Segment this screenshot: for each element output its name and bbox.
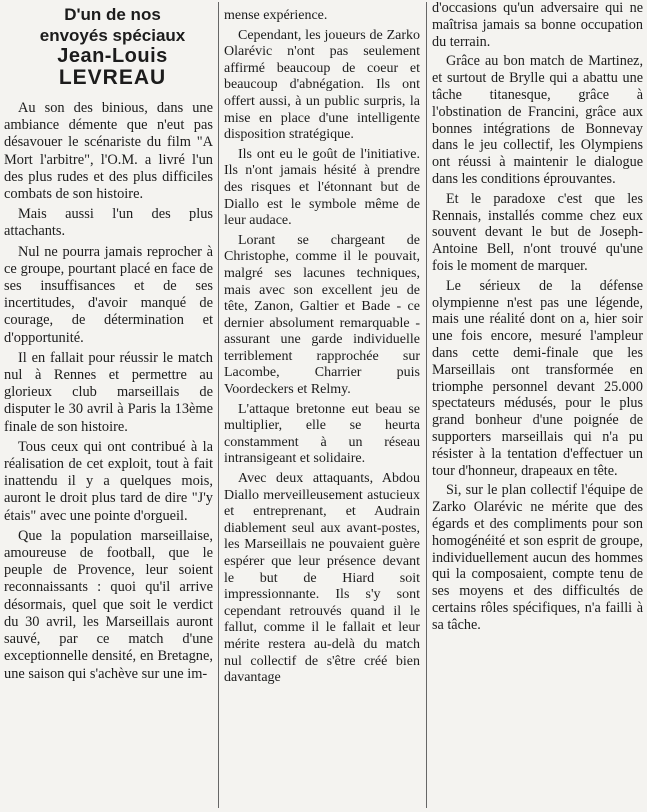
column-rule-1 (218, 2, 219, 808)
paragraph: Que la population marseillaise, amoureuse de football, que le peuple de Provence, leur soient reconnaissants : quoi qu'il arrive désormais, quel que soit le verdict du 30 avril, les Marseillais auront sauvé, par ce match d'une exceptionnelle densité, en Bretagne, une saison qui s'achève sur une im- (4, 527, 213, 682)
author-last-name: LEVREAU (58, 66, 167, 89)
paragraph: Cependant, les joueurs de Zarko Olarévic n'ont pas seulement affirmé beaucoup de coeur et beaucoup d'abnégation. Ils ont offert aussi, à un public surpris, la mise en place d'une intelligente disposition stratégique. (224, 27, 420, 143)
paragraph: Si, sur le plan collectif l'équipe de Zarko Olarévic ne mérite que des égards et des compliments pour son homogénéité et son esprit de groupe, individuellement aucun des hommes qui la composaient, compte tenu de ses moyens et des difficultés de certains rôles spécifiques, n'a failli à sa tâche. (432, 482, 643, 633)
article-column-2 (224, 0, 420, 812)
paragraph: Et le paradoxe c'est que les Rennais, installés comme chez eux souvent devant le but de Joseph-Antoine Bell, n'ont trouvé qu'une fois le moment de marquer. (432, 190, 643, 274)
paragraph: Il en fallait pour réussir le match nul à Rennes et permettre au glorieux club marseillais de disputer le 30 avril à Paris la 13ème finale de son histoire. (4, 349, 213, 435)
paragraph-continued: mense expérience. (224, 8, 328, 23)
paragraph: Tous ceux qui ont contribué à la réalisation de cet exploit, tout à fait inattendu il y a quelques mois, auront le droit plus tard de dire "J'y étais" avec une pointe d'orgueil. (4, 438, 213, 524)
article-column-3 (432, 0, 643, 812)
author-first-name: Jean-Louis (57, 45, 168, 67)
article-column-1 (4, 0, 213, 812)
paragraph: Avec deux attaquants, Abdou Diallo merveilleusement astucieux et entreprenant, et Audrain diablement seul aux avant-postes, les Marseillais ne pouvaient guère espérer que leur présence devant le but de Hiard soit impressionnante. Ils s'y sont cependant retrouvés quand il le fallut, comme il le fallait et leur mérite restera au-delà du match nul collectif de s'être créé bien davantage (224, 471, 420, 686)
paragraph-continued: d'occasions qu'un adversaire qui ne maîtrisa jamais sa bonne occupation du terrain. (432, 0, 643, 50)
paragraph: Nul ne pourra jamais reprocher à ce groupe, pourtant placé en face de ses insuffisances et de ses incertitudes, d'avoir manqué de courage, de détermination et d'opportunité. (4, 243, 213, 346)
article-header (4, 4, 213, 88)
paragraph: L'attaque bretonne eut beau se multiplier, elle se heurta constamment à un réseau intransigeant et solidaire. (224, 401, 420, 467)
paragraph: Grâce au bon match de Martinez, et surtout de Brylle qui a abattu une tâche titanesque, grâce à l'obstination de Francini, grâce aux bonnes intégrations de Bonnevay dans le jeu collectif, les Olympiens ont réussi à maintenir le dialogue dans les conditions éprouvantes. (432, 53, 643, 187)
paragraph: Le sérieux de la défense olympienne n'est pas une légende, mais une réalité dont on a, hier soir une fois encore, mesuré l'ampleur dans cette demi-finale que les Marseillais ont transformée en triomphe personnel devant 25.000 spectateurs médusés, pour le plus grand bonheur d'une poignée de supporters marseillais qui n'a pu résister à la tentation d'effectuer un tour d'honneur, drapeaux en tête. (432, 277, 643, 479)
paragraph: Au son des binious, dans une ambiance démente que n'eut pas désavouer le scénariste du film "A Mort l'arbitre", l'O.M. a livré l'un des plus rudes et des plus difficiles combats de son histoire. (4, 100, 213, 203)
column-rule-2 (426, 2, 427, 808)
header-line-2: envoyés spéciaux (39, 26, 186, 45)
paragraph: Mais aussi l'un des plus attachants. (4, 206, 213, 240)
paragraph: Ils ont eu le goût de l'initiative. Ils n'ont jamais hésité à prendre des risques et l'étonnant but de Diallo est le symbole même de leur audace. (224, 146, 420, 229)
header-line-1: D'un de nos (64, 5, 161, 24)
paragraph: Lorant se chargeant de Christophe, comme il le pouvait, malgré ses lacunes techniques, mais avec son excellent jeu de tête, Zanon, Galtier et Bade - ce dernier absolument remarquable - assurant une garde individuelle terriblement rapprochée sur Lacombe, Charrier puis Voordeckers et Relmy. (224, 232, 420, 398)
